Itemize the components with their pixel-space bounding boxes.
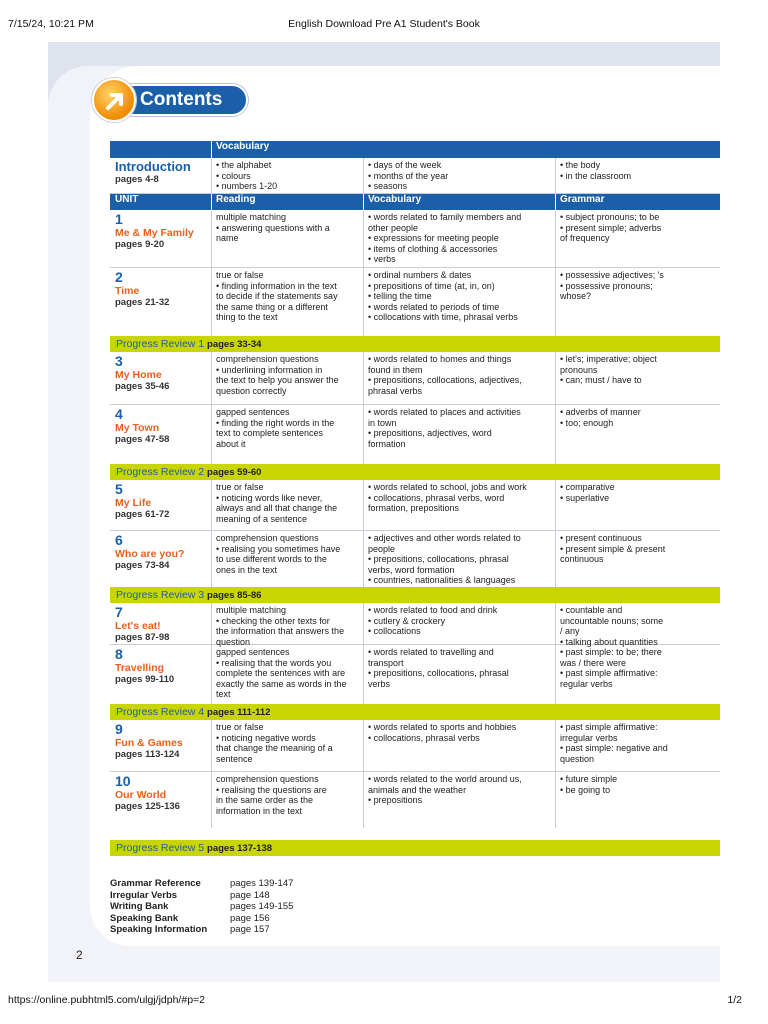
text-line: • colours bbox=[216, 170, 251, 181]
unit-title: My Life bbox=[115, 497, 152, 509]
intro-row bbox=[110, 158, 720, 194]
text-line: pronouns bbox=[560, 364, 598, 375]
text-line: • in the classroom bbox=[560, 170, 632, 181]
text-line: question correctly bbox=[216, 385, 287, 396]
text-line: • numbers 1-20 bbox=[216, 181, 278, 192]
text-line: • realising that the words you bbox=[216, 657, 332, 668]
text-line: • noticing negative words bbox=[216, 732, 316, 743]
text-line: • present continuous bbox=[560, 533, 642, 543]
unit-pages: pages 99-110 bbox=[115, 674, 175, 685]
reference-item bbox=[110, 890, 360, 902]
text-line: • be going to bbox=[560, 784, 611, 795]
unit-row bbox=[110, 352, 720, 405]
text-line: comprehension questions bbox=[216, 533, 319, 543]
text-line: uncountable nouns; some bbox=[560, 615, 664, 626]
reference-item bbox=[110, 901, 360, 913]
reference-pages: page 156 bbox=[230, 912, 270, 924]
text-line: people bbox=[368, 543, 396, 554]
progress-review-pages: pages 33-34 bbox=[207, 339, 262, 350]
unit-cell bbox=[110, 480, 211, 530]
text-line: • collocations, phrasal verbs bbox=[368, 732, 480, 743]
unit-cell bbox=[110, 210, 211, 267]
text-line: • prepositions, adjectives, word bbox=[368, 428, 492, 439]
text-line: • past simple: negative and bbox=[560, 743, 668, 754]
progress-review-pages: pages 137-138 bbox=[207, 843, 273, 854]
unit-pages: pages 61-72 bbox=[115, 509, 170, 520]
header-grammar: Grammar bbox=[555, 194, 720, 210]
text-line: in the same order as the bbox=[216, 795, 314, 806]
progress-review-pages: pages 111-112 bbox=[207, 707, 271, 718]
text-line: • verbs bbox=[368, 254, 396, 265]
text-line: true or false bbox=[216, 270, 264, 280]
text-line: the information that answers the bbox=[216, 626, 345, 637]
contents-title: Contents bbox=[124, 84, 248, 116]
text-line: other people bbox=[368, 222, 419, 233]
text-line: • the alphabet bbox=[216, 160, 272, 170]
unit-title: My Home bbox=[115, 369, 162, 381]
intro-cell bbox=[110, 158, 211, 193]
unit-cell bbox=[110, 268, 211, 336]
text-line: • countries, nationalities & languages bbox=[368, 575, 516, 586]
text-line: • can; must / have to bbox=[560, 375, 642, 386]
text-line: • adjectives and other words related to bbox=[368, 533, 521, 543]
text-line: question bbox=[216, 636, 251, 647]
header-reading: Reading bbox=[211, 194, 363, 210]
print-url: https://online.pubhtml5.com/ulgj/jdph/#p=2 bbox=[8, 994, 206, 1006]
unit-reading bbox=[211, 645, 363, 704]
reference-pages: pages 149-155 bbox=[230, 901, 294, 912]
text-line: • let's; imperative; object bbox=[560, 354, 657, 364]
unit-pages: pages 87-98 bbox=[115, 632, 170, 643]
text-line: • months of the year bbox=[368, 170, 449, 181]
reference-label: Writing Bank bbox=[110, 901, 169, 912]
progress-review-bar bbox=[110, 840, 720, 856]
text-line: • possessive adjectives; 's bbox=[560, 270, 664, 280]
text-line: question bbox=[560, 753, 595, 764]
text-line: was / there were bbox=[560, 657, 627, 668]
unit-pages: pages 21-32 bbox=[115, 297, 170, 308]
unit-vocabulary bbox=[363, 480, 555, 530]
reference-item bbox=[110, 924, 360, 936]
unit-number: 4 bbox=[115, 406, 123, 422]
text-line: • days of the week bbox=[368, 160, 442, 170]
unit-vocabulary bbox=[363, 772, 555, 828]
reference-label: Speaking Information bbox=[110, 924, 208, 935]
text-line: • words related to periods of time bbox=[368, 301, 500, 312]
unit-cell bbox=[110, 772, 211, 828]
text-line: the text to help you answer the bbox=[216, 375, 339, 386]
reference-item bbox=[110, 878, 360, 890]
contents-logo bbox=[92, 78, 252, 122]
arrow-up-right-icon bbox=[104, 90, 126, 112]
unit-vocabulary bbox=[363, 645, 555, 704]
unit-number: 10 bbox=[115, 773, 131, 789]
unit-row bbox=[110, 772, 720, 828]
unit-cell bbox=[110, 405, 211, 464]
intro-col3 bbox=[363, 158, 555, 193]
text-line: gapped sentences bbox=[216, 407, 290, 417]
text-line: information in the text bbox=[216, 805, 303, 816]
progress-review-title: Progress Review 2 bbox=[116, 466, 205, 478]
progress-review-title: Progress Review 1 bbox=[116, 338, 205, 350]
logo-badge bbox=[92, 78, 136, 122]
unit-row bbox=[110, 531, 720, 587]
text-line: • collocations with time, phrasal verbs bbox=[368, 312, 518, 323]
unit-reading bbox=[211, 531, 363, 587]
text-line: • words related to homes and things bbox=[368, 354, 512, 364]
text-line: • realising the questions are bbox=[216, 784, 327, 795]
text-line: thing to the text bbox=[216, 312, 278, 323]
text-line: irregular verbs bbox=[560, 732, 618, 743]
text-line: / any bbox=[560, 626, 580, 637]
text-line: • talking about quantities bbox=[560, 636, 658, 647]
text-line: • prepositions, collocations, phrasal bbox=[368, 554, 509, 565]
text-line: verbs bbox=[368, 678, 391, 689]
text-line: • possessive pronouns; bbox=[560, 280, 653, 291]
text-line: animals and the weather bbox=[368, 784, 467, 795]
page-number: 2 bbox=[76, 948, 83, 962]
progress-review-bar bbox=[110, 704, 720, 720]
unit-cell bbox=[110, 720, 211, 771]
unit-vocabulary bbox=[363, 720, 555, 771]
text-line: • realising you sometimes have bbox=[216, 543, 341, 554]
text-line: text to complete sentences bbox=[216, 428, 324, 439]
text-line: • words related to school, jobs and work bbox=[368, 482, 527, 492]
text-line: that change the meaning of a bbox=[216, 743, 333, 754]
text-line: • answering questions with a bbox=[216, 222, 330, 233]
text-line: • past simple: to be; there bbox=[560, 647, 662, 657]
text-line: sentence bbox=[216, 753, 253, 764]
reference-label: Irregular Verbs bbox=[110, 889, 178, 901]
reference-label: Speaking Bank bbox=[110, 912, 179, 924]
progress-review-title: Progress Review 4 bbox=[116, 706, 205, 718]
reference-pages: pages 139-147 bbox=[230, 878, 294, 889]
unit-title: Our World bbox=[115, 789, 167, 801]
unit-grammar bbox=[555, 531, 720, 587]
unit-title: Let's eat! bbox=[115, 620, 161, 632]
intro-pages: pages 4-8 bbox=[115, 174, 159, 185]
text-line: phrasal verbs bbox=[368, 385, 423, 396]
progress-review-pages: pages 59-60 bbox=[207, 467, 262, 478]
text-line: comprehension questions bbox=[216, 774, 319, 784]
text-line: in town bbox=[368, 417, 397, 428]
unit-row bbox=[110, 603, 720, 645]
progress-review-bar bbox=[110, 336, 720, 352]
text-line: to use different words to the bbox=[216, 554, 327, 565]
text-line: verbs, word formation bbox=[368, 564, 455, 575]
unit-cell bbox=[110, 645, 211, 704]
text-line: • past simple affirmative: bbox=[560, 668, 658, 679]
text-line: transport bbox=[368, 657, 404, 668]
text-line: • words related to travelling and bbox=[368, 647, 494, 657]
text-line: • words related to food and drink bbox=[368, 605, 498, 615]
unit-pages: pages 73-84 bbox=[115, 560, 170, 571]
header-unit: UNIT bbox=[115, 194, 139, 205]
text-line: name bbox=[216, 233, 239, 244]
unit-vocabulary bbox=[363, 210, 555, 267]
text-line: • prepositions bbox=[368, 795, 423, 806]
unit-title: Who are you? bbox=[115, 548, 185, 560]
text-line: comprehension questions bbox=[216, 354, 319, 364]
intro-header-row bbox=[110, 141, 720, 158]
unit-reading bbox=[211, 720, 363, 771]
reference-pages: page 157 bbox=[230, 924, 270, 935]
unit-grammar bbox=[555, 480, 720, 530]
text-line: • comparative bbox=[560, 482, 615, 492]
progress-review-bar bbox=[110, 464, 720, 480]
text-line: • words related to family members and bbox=[368, 212, 522, 222]
text-line: meaning of a sentence bbox=[216, 513, 308, 524]
unit-pages: pages 113-124 bbox=[115, 749, 180, 760]
text-line: exactly the same as words in the bbox=[216, 678, 347, 689]
unit-number: 9 bbox=[115, 721, 123, 737]
text-line: • superlative bbox=[560, 492, 610, 503]
text-line: • prepositions, collocations, phrasal bbox=[368, 668, 509, 679]
unit-vocabulary bbox=[363, 603, 555, 644]
text-line: always and all that change the bbox=[216, 503, 338, 514]
text-line: • the body bbox=[560, 160, 601, 170]
intro-col4 bbox=[555, 158, 720, 193]
print-datetime: 7/15/24, 10:21 PM bbox=[8, 18, 94, 30]
text-line: formation, prepositions bbox=[368, 503, 460, 514]
text-line: • words related to places and activities bbox=[368, 407, 521, 417]
unit-cell bbox=[110, 531, 211, 587]
unit-pages: pages 125-136 bbox=[115, 801, 180, 812]
reference-item bbox=[110, 913, 360, 925]
text-line: • present simple; adverbs bbox=[560, 222, 662, 233]
header-spacer bbox=[110, 141, 211, 158]
unit-title: My Town bbox=[115, 422, 160, 434]
text-line: • words related to the world around us, bbox=[368, 774, 522, 784]
unit-number: 5 bbox=[115, 481, 123, 497]
unit-row bbox=[110, 480, 720, 531]
intro-vocab-header: Vocabulary bbox=[211, 141, 720, 158]
text-line: found in them bbox=[368, 364, 423, 375]
unit-grammar bbox=[555, 720, 720, 771]
text-line: • present simple & present bbox=[560, 543, 666, 554]
unit-reading bbox=[211, 772, 363, 828]
unit-row bbox=[110, 720, 720, 772]
progress-review-label bbox=[116, 338, 261, 350]
unit-pages: pages 47-58 bbox=[115, 434, 170, 445]
text-line: • finding the right words in the bbox=[216, 417, 335, 428]
unit-grammar bbox=[555, 405, 720, 464]
text-line: formation bbox=[368, 438, 406, 449]
text-line: • prepositions of time (at, in, on) bbox=[368, 280, 495, 291]
text-line: continuous bbox=[560, 554, 604, 565]
unit-vocabulary bbox=[363, 531, 555, 587]
print-page-count: 1/2 bbox=[727, 994, 742, 1006]
unit-number: 3 bbox=[115, 353, 123, 369]
text-line: ones in the text bbox=[216, 564, 278, 575]
unit-grammar bbox=[555, 268, 720, 336]
unit-number: 8 bbox=[115, 646, 123, 662]
progress-review-bar bbox=[110, 587, 720, 603]
unit-number: 2 bbox=[115, 269, 123, 285]
unit-title: Fun & Games bbox=[115, 737, 183, 749]
unit-pages: pages 9-20 bbox=[115, 239, 165, 250]
unit-number: 1 bbox=[115, 211, 123, 227]
print-title: English Download Pre A1 Student's Book bbox=[288, 18, 480, 30]
text-line: • words related to sports and hobbies bbox=[368, 722, 517, 732]
text-line: • underlining information in bbox=[216, 364, 323, 375]
text-line: • seasons bbox=[368, 181, 408, 192]
unit-grammar bbox=[555, 210, 720, 267]
unit-row bbox=[110, 645, 720, 704]
text-line: regular verbs bbox=[560, 678, 613, 689]
text-line: • adverbs of manner bbox=[560, 407, 641, 417]
text-line: • expressions for meeting people bbox=[368, 233, 499, 244]
text-line: • too; enough bbox=[560, 417, 614, 428]
unit-number: 7 bbox=[115, 604, 123, 620]
text-line: true or false bbox=[216, 722, 264, 732]
progress-review-label bbox=[116, 466, 261, 478]
text-line: • collocations bbox=[368, 626, 421, 637]
unit-cell bbox=[110, 603, 211, 644]
progress-review-pages: pages 85-86 bbox=[207, 590, 262, 601]
unit-pages: pages 35-46 bbox=[115, 381, 170, 392]
unit-title: Travelling bbox=[115, 662, 165, 674]
text-line: to decide if the statements say bbox=[216, 291, 338, 302]
text-line: text bbox=[216, 689, 231, 700]
unit-number: 6 bbox=[115, 532, 123, 548]
unit-reading bbox=[211, 405, 363, 464]
unit-title: Time bbox=[115, 285, 140, 297]
reference-list bbox=[110, 878, 360, 936]
progress-review-label bbox=[116, 842, 272, 854]
text-line: complete the sentences with are bbox=[216, 668, 346, 679]
unit-vocabulary bbox=[363, 405, 555, 464]
text-line: • finding information in the text bbox=[216, 280, 337, 291]
text-line: • items of clothing & accessories bbox=[368, 243, 498, 254]
text-line: • telling the time bbox=[368, 291, 432, 302]
unit-row bbox=[110, 268, 720, 336]
reference-pages: page 148 bbox=[230, 889, 270, 901]
text-line: • prepositions, collocations, adjectives, bbox=[368, 375, 522, 386]
unit-row bbox=[110, 405, 720, 464]
text-line: • future simple bbox=[560, 774, 618, 784]
unit-vocabulary bbox=[363, 352, 555, 404]
unit-vocabulary bbox=[363, 268, 555, 336]
unit-grammar bbox=[555, 772, 720, 828]
unit-row bbox=[110, 210, 720, 268]
progress-review-title: Progress Review 5 bbox=[116, 842, 205, 854]
reference-label: Grammar Reference bbox=[110, 878, 201, 889]
text-line: multiple matching bbox=[216, 212, 287, 222]
text-line: of frequency bbox=[560, 233, 610, 244]
text-line: whose? bbox=[560, 291, 592, 302]
text-line: about it bbox=[216, 438, 246, 449]
text-line: • cutlery & crockery bbox=[368, 615, 446, 626]
unit-reading bbox=[211, 480, 363, 530]
progress-review-title: Progress Review 3 bbox=[116, 589, 205, 601]
unit-title: Me & My Family bbox=[115, 227, 194, 239]
intro-title: Introduction bbox=[115, 159, 191, 174]
text-line: • subject pronouns; to be bbox=[560, 212, 660, 222]
text-line: gapped sentences bbox=[216, 647, 290, 657]
intro-col2 bbox=[211, 158, 363, 193]
unit-reading bbox=[211, 268, 363, 336]
unit-reading bbox=[211, 603, 363, 647]
text-line: true or false bbox=[216, 482, 264, 492]
header-vocabulary: Vocabulary bbox=[363, 194, 555, 210]
unit-reading bbox=[211, 210, 363, 267]
text-line: • countable and bbox=[560, 605, 623, 615]
text-line: • noticing words like never, bbox=[216, 492, 323, 503]
text-line: • ordinal numbers & dates bbox=[368, 270, 472, 280]
progress-review-label bbox=[116, 706, 270, 718]
unit-grammar bbox=[555, 603, 720, 647]
progress-review-label bbox=[116, 589, 261, 601]
text-line: • past simple affirmative: bbox=[560, 722, 658, 732]
text-line: multiple matching bbox=[216, 605, 287, 615]
text-line: • collocations, phrasal verbs, word bbox=[368, 492, 505, 503]
text-line: • checking the other texts for bbox=[216, 615, 330, 626]
unit-reading bbox=[211, 352, 363, 404]
unit-cell bbox=[110, 352, 211, 404]
unit-grammar bbox=[555, 352, 720, 404]
unit-header-row bbox=[110, 194, 720, 210]
unit-grammar bbox=[555, 645, 720, 704]
text-line: the same thing or a different bbox=[216, 301, 328, 312]
